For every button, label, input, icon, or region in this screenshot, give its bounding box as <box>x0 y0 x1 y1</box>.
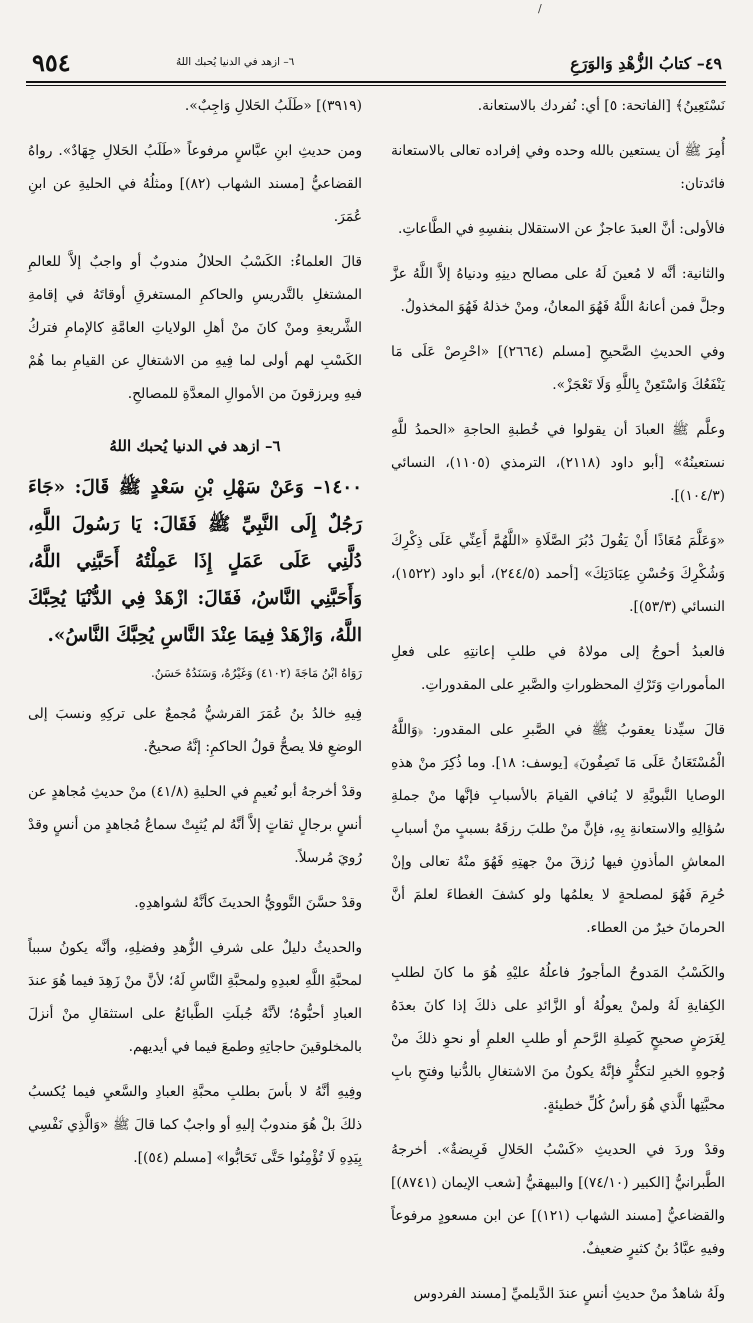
paragraph: وعلَّم ﷺ العبادَ أن يقولوا في خُطبةِ الحاجةِ «الحمدُ للَّهِ نستعينُهُ» [أبو داود (٢١١٨)، الترمذي (١١٠٥)، النسائي (١٠٤/٣)]. <box>391 422 725 504</box>
paragraph: وفِيهِ أنَّهُ لا بأسَ بطلبِ محبَّةِ العبادِ والسَّعيِ فيما يُكسبُ ذلكَ بلْ هُوَ مندوبٌ إليهِ أو واجبٌ كما قالَ ﷺ «وَالَّذِي نَفْسِي بِيَدِهِ لَا تُؤْمِنُوا حَتَّى تَحَابُّوا» [مسلم (٥٤)]. <box>28 1084 362 1166</box>
paragraph: قالَ العلماءُ: الكَسْبُ الحلالُ مندوبٌ أو واجبٌ إلاَّ للعالمِ المشتغلِ بالتَّدريسِ والحاكمِ المستغرقِ أوقاتَهُ في إقامةِ الشَّريعةِ ومنْ كانَ منْ أهلِ الولاياتِ العامَّةِ كالإمامِ فتركُ الكَسْبِ لهم أولى لما فِيهِ من الاشتغالِ عن القيامِ بما هُمْ فيهِ ويرزقونَ من الأموالِ المعدَّةِ للمصالحِ. <box>28 254 362 402</box>
page-number: ٩٥٤ <box>32 48 71 77</box>
paragraph: والثانية: أنَّه لا مُعينَ لَهُ على مصالح دينِهِ ودنياهُ إلاَّ اللَّهُ عزَّ وجلَّ فمن أعانهُ اللَّهُ فَهُوَ المعانُ، ومنْ خذلهُ فَهُوَ المخذولُ. <box>391 266 725 315</box>
paragraph: وفي الحديثِ الصَّحيحِ [مسلم (٢٦٦٤)] «احْرِصْ عَلَى مَا يَنْفَعُكَ وَاسْتَعِنْ بِاللَّهِ وَلَا تَعْجَزْ». <box>391 344 725 393</box>
paragraph: وقدْ حسَّنَ النَّوويُّ الحديثَ كأنَّهُ لشواهدِهِ. <box>134 895 362 911</box>
paragraph: فالأولى: أنَّ العبدَ عاجزٌ عن الاستقلال بنفسِهِ في الطَّاعاتِ. <box>398 221 725 237</box>
paragraph: أُمِرَ ﷺ أن يستعين بالله وحده وفي إفراده تعالى بالاستعانة فائدتان: <box>391 143 725 192</box>
paragraph: (٣٩١٩)] «طَلَبُ الحَلالِ وَاجِبٌ». <box>184 98 362 114</box>
hadith-text: ١٤٠٠– وَعَنْ سَهْلِ بْنِ سَعْدٍ ﷺ قَالَ: «جَاءَ رَجُلٌ إِلَى النَّبِيِّ ﷺ فَقَالَ: يَا رَسُولَ اللَّهِ، دُلَّنِي عَلَى عَمَلٍ إِذَا عَمِلْتُهُ أَحَبَّنِي اللَّهُ، وَأَحَبَّنِي النَّاسُ، فَقَالَ: ازْهَدْ فِي الدُّنْيَا يُحِبَّكَ اللَّهُ، وَازْهَدْ فِيمَا عِنْدَ النَّاسِ يُحِبَّكَ النَّاسُ». <box>28 477 362 646</box>
top-mark: / <box>538 2 542 15</box>
paragraph: فِيهِ خالدُ بنُ عُمَرَ القرشيُّ مُجمعٌ على تركِهِ ونسبَ إلى الوضعِ فلا يصحُّ قولُ الحاكمِ: إنَّهُ صحيحٌ. <box>28 706 362 755</box>
header-rule-thin <box>26 85 726 86</box>
section-running-title: ٦– ازهد في الدنيا يُحبك اللهُ <box>176 56 295 68</box>
left-column <box>28 90 362 1187</box>
book-chapter-title: ٤٩– كتابُ الزُّهْدِ وَالوَرَعِ <box>570 54 722 73</box>
hadith-source: رَوَاهُ ابْنُ مَاجَةَ (٤١٠٢) وَغَيْرُهُ، وَسَنَدُهُ حَسَنٌ. <box>151 666 362 680</box>
paragraph: ولَهُ شاهدٌ منْ حديثِ أنسٍ عندَ الدَّيلميِّ [مسند الفردوس <box>413 1286 725 1302</box>
paragraph: نَسْتَعِينُ﴾ [الفاتحة: ٥] أي: نُفردك بالاستعانة. <box>477 98 725 114</box>
paragraph: «وَعَلَّمَ مُعَاذًا أَنْ يَقُولَ دُبُرَ الصَّلَاةِ «اللَّهُمَّ أَعِنِّي عَلَى ذِكْرِكَ وَشُكْرِكَ وَحُسْنِ عِبَادَتِكَ» [أحمد (٢٤٤/٥)، أبو داود (١٥٢٢)، النسائي (٥٣/٣)]. <box>391 533 725 615</box>
paragraph: والكَسْبُ المَدوحُ المأجورُ فاعلُهُ عليْهِ هُوَ ما كانَ لطلبِ الكِفايةِ لَهُ ولمنْ يعولُهُ أو الزَّائدِ على ذلكَ إذا كانَ بعدَهُ لِغَرَضٍ صحيحٍ كَصِلةِ الرَّحمِ أو طلبِ العلمِ أو نحوِ ذلكَ منْ وُجوهِ الخيرِ لتكثُّرٍ فإنَّهُ يكونُ منَ الاشتغالِ بالدُّنيا وفتحِ بابِ محبَّتِها الَّذي هُوَ رأسُ كُلِّ خطيئةٍ. <box>391 965 725 1113</box>
paragraph: قالَ سيِّدنا يعقوبُ ﷺ في الصَّبرِ على المقدور: ﴿وَاللَّهُ الْمُسْتَعَانُ عَلَى مَا تَصِفُونَ﴾ [يوسف: ١٨]. وما ذُكِرَ منْ هذهِ الوصايا النَّبويَّةِ لا يُنافي القيامَ بالأسبابِ فإنَّها منْ جملةِ سُؤالِهِ والاستعانةِ بِهِ، فإنَّ منْ طلبَ رزقَهُ بسببٍ منْ أسبابِ المعاشِ المأذونِ فيها رُزقَ منْ جهتِهِ فَهُوَ منْهُ تعالى وإنْ حُرِمَ فَهُوَ لمصلحةٍ لا يعلمُها ولو كشفَ الغطاءَ لعلمَ أنَّ الحرمانَ خيرٌ من العطاء. <box>391 722 725 936</box>
paragraph: وقدْ وردَ في الحديثِ «كَسْبُ الحَلالِ فَرِيضةٌ». أخرجهُ الطَّبرانيُّ [الكبير (٧٤/١٠)] والبيهقيُّ [شعب الإيمان (٨٧٤١)] والقضاعيُّ [مسند الشهاب (١٢١)] عن ابن مسعودٍ مرفوعاً وفيهِ عبَّادُ بنُ كثيرٍ ضعيفٌ. <box>391 1142 726 1257</box>
page-header <box>26 40 726 84</box>
paragraph: فالعبدُ أحوجُ إلى مولاهُ في طلبِ إعانتِهِ على فعلِ المأموراتِ وَتَرْكِ المحظوراتِ والصَّبرِ على المقدوراتِ. <box>391 644 725 693</box>
paragraph: وقدْ أخرجهُ أبو نُعيمٍ في الحليةِ (٤١/٨) منْ حديثِ مُجاهدٍ عن أنسٍ برجالٍ ثقاتٍ إلاَّ أنَّهُ لم يُثبِتْ سماعُ مُجاهدٍ من أنسٍ وقدْ رُويَ مُرسلاً. <box>28 784 363 866</box>
paragraph: ومن حديثِ ابنِ عبَّاسٍ مرفوعاً «طَلَبُ الحَلالِ جِهَادٌ». رواهُ القضاعيُّ [مسند الشهاب (٨٢)] ومثلُهُ في الحليةِ عن ابنِ عُمَرَ. <box>28 143 362 225</box>
paragraph: والحديثُ دليلٌ على شرفِ الزُّهدِ وفضلِهِ، وأنَّه يكونُ سبباً لمحبَّةِ اللَّهِ لعبدِهِ ولمحبَّةِ النَّاسِ لَهُ؛ لأنَّ منْ زَهِدَ فيما هُوَ عندَ العبادِ أحبُّوهُ؛ لأنَّهُ جُبلَتِ الطَّبائعُ على استثقالِ منْ أنزلَ بالمخلوقينَ حاجاتِهِ وطمعَ فيما في أيديهم. <box>28 940 362 1055</box>
header-rule-thick <box>26 81 726 83</box>
right-column <box>391 90 725 1323</box>
section-heading: ٦– ازهد في الدنيا يُحبك اللهُ <box>109 437 281 455</box>
